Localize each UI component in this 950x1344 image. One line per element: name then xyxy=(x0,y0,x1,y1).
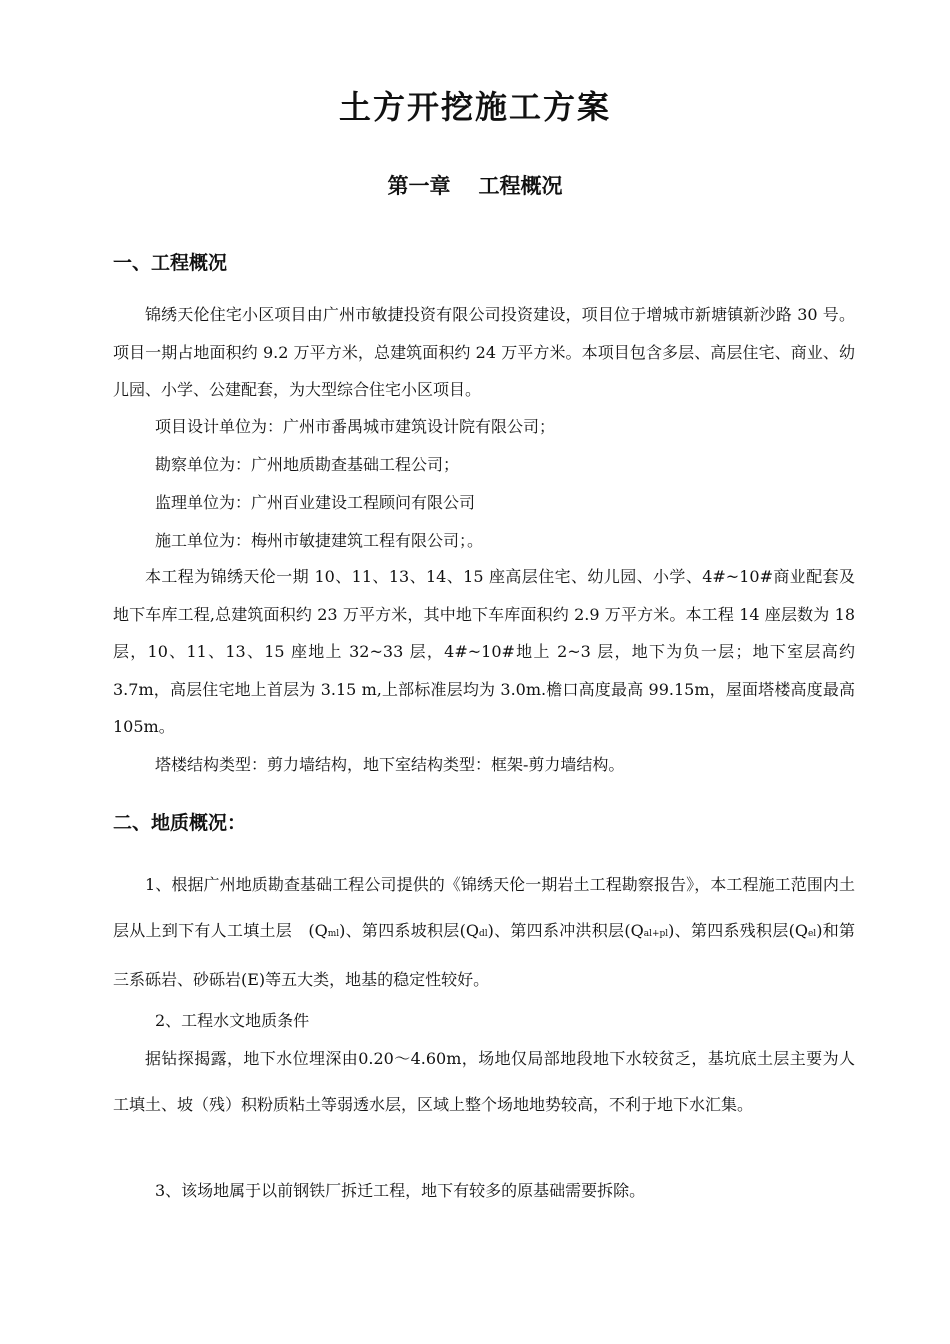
supervision-unit-line: 监理单位为：广州百业建设工程顾问有限公司 xyxy=(155,493,476,512)
overview-paragraph-1: 锦绣天伦住宅小区项目由广州市敏捷投资有限公司投资建设，项目位于增城市新塘镇新沙路 30 号。项目一期占地面积约 9.2 万平方米，总建筑面积约 24 万平方米。本项目包含多层、高层住宅、商业、幼儿园、小学、公建配套，为大型综合住宅小区项目。 xyxy=(113,305,855,399)
construction-unit-line: 施工单位为：梅州市敏捷建筑工程有限公司；。 xyxy=(155,531,484,550)
geology-paragraph-2: 据钻探揭露，地下水位埋深由0.20～4.60m，场地仅局部地段地下水较贫乏，基坑底土层主要为人工填土、坡（残）积粉质粘土等弱透水层，区域上整个场地地势较高，不利于地下水汇集。 xyxy=(113,1049,855,1114)
section-heading-overview: 一、工程概况 xyxy=(113,252,228,274)
geology-item-3: 3、该场地属于以前钢铁厂拆迁工程，地下有较多的原基础需要拆除。 xyxy=(155,1181,646,1200)
design-unit-line: 项目设计单位为：广州市番禺城市建筑设计院有限公司； xyxy=(155,417,556,436)
geology-item-2: 2、工程水文地质条件 xyxy=(155,1011,310,1030)
chapter-name: 工程概况 xyxy=(478,174,563,198)
section-heading-geology: 二、地质概况： xyxy=(113,812,247,834)
geology-paragraph-1: 1、根据广州地质勘查基础工程公司提供的《锦绣天伦一期岩土工程勘察报告》，本工程施工范围内土层从上到下有人工填土层 (Qml)、第四系坡积层(Qdl)、第四系冲洪积层(Qal+pl)、第四系残积层(Qel)和第三系砾岩、砂砾岩(E)等五大类，地基的稳定性较好。 xyxy=(113,875,855,989)
overview-paragraph-2: 本工程为锦绣天伦一期 10、11、13、14、15 座高层住宅、幼儿园、小学、4#~10#商业配套及地下车库工程,总建筑面积约 23 万平方米，其中地下车库面积约 2.9 万平方米。本工程 14 座层数为 18 层，10、11、13、15 座地上 32~33 层，4#~10#地上 2~3 层，地下为负一层；地下室层高约 3.7m，高层住宅地上首层为 3.15 m,上部标准层均为 3.0m.檐口高度最高 99.15m，屋面塔楼高度最高 105m。 xyxy=(113,567,855,736)
chapter-number: 第一章 xyxy=(387,174,451,198)
document-title: 土方开挖施工方案 xyxy=(338,88,611,126)
chapter-heading xyxy=(0,170,950,200)
structure-type-line: 塔楼结构类型：剪力墙结构，地下室结构类型：框架-剪力墙结构。 xyxy=(155,755,625,774)
survey-unit-line: 勘察单位为：广州地质勘查基础工程公司； xyxy=(155,455,460,474)
